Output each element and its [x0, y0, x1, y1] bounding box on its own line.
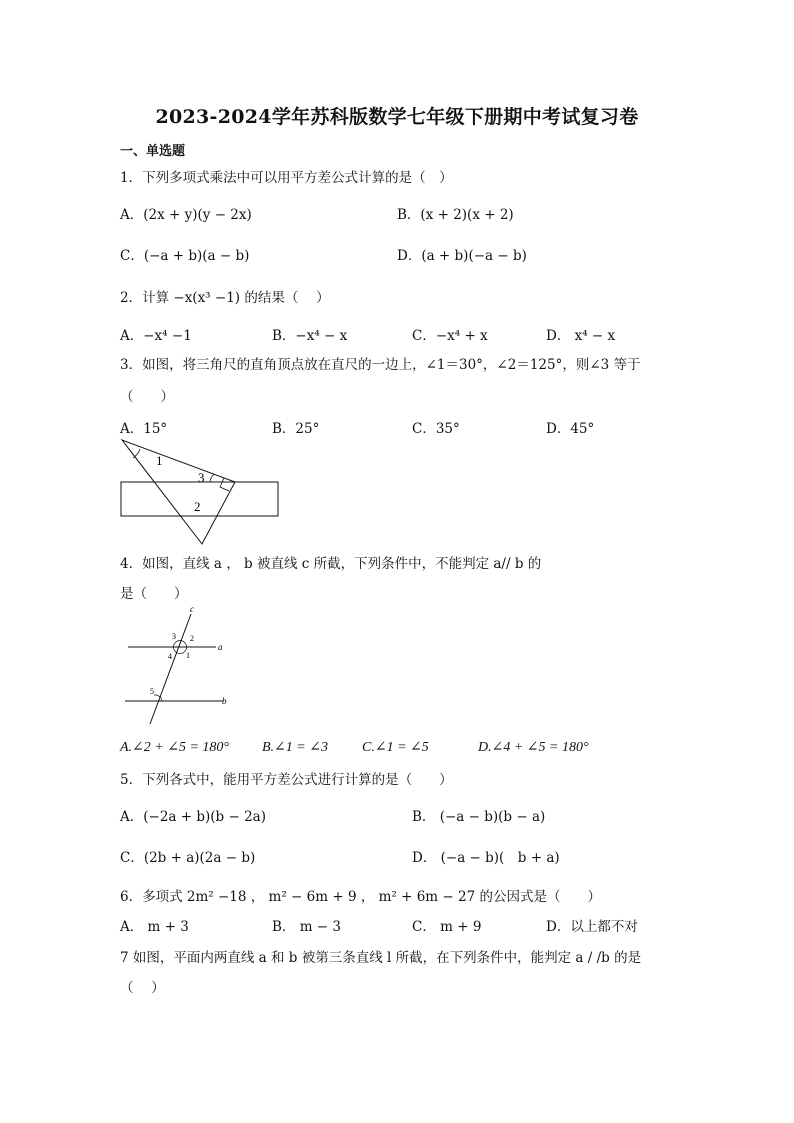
question-6-option-c: C． m + 9: [412, 919, 482, 935]
question-4-option-d: D.∠4 + ∠5 = 180°: [478, 740, 589, 755]
angle-label-3: 3: [198, 470, 205, 485]
question-1-option-d: D．(a + b)(−a − b): [397, 248, 527, 264]
angle-label-1: 1: [186, 651, 190, 660]
angle-label-3: 3: [172, 632, 176, 641]
question-2-option-d: D． x⁴ − x: [546, 328, 616, 344]
line-label-a: a: [218, 642, 223, 652]
question-1-stem: 1．下列多项式乘法中可以用平方差公式计算的是（ ）: [120, 170, 453, 186]
question-3-stem: 3．如图，将三角尺的直角顶点放在直尺的一边上，∠1＝30°，∠2＝125°，则∠3 等于: [120, 357, 641, 373]
angle-label-4: 4: [168, 652, 172, 661]
line-label-b: b: [222, 696, 227, 706]
question-4-figure: [118, 600, 238, 728]
right-angle-mark: [220, 478, 229, 491]
angle-label-5: 5: [150, 687, 154, 696]
question-7-stem-cont: （ ）: [120, 980, 165, 996]
question-3-option-a: A．15°: [120, 421, 168, 437]
angle-3-arc: [210, 474, 214, 482]
angle-label-2: 2: [190, 634, 194, 643]
question-5-stem: 5．下列各式中，能用平方差公式进行计算的是（ ）: [120, 772, 453, 788]
question-1-option-b: B．(x + 2)(x + 2): [397, 207, 514, 223]
question-6-option-d: D．以上都不对: [546, 919, 638, 935]
question-3-option-c: C．35°: [412, 421, 460, 437]
question-2-option-b: B．−x⁴ − x: [272, 328, 348, 344]
question-3-option-d: D．45°: [546, 421, 595, 437]
question-4-option-a: A.∠2 + ∠5 = 180°: [120, 740, 230, 755]
question-2-option-c: C．−x⁴ + x: [412, 328, 488, 344]
question-5-option-c: C．(2b + a)(2a − b): [120, 850, 256, 866]
question-5-option-b: B． (−a − b)(b − a): [412, 809, 546, 825]
question-5-option-d: D． (−a − b)( b + a): [412, 850, 560, 866]
question-1-option-c: C．(−a + b)(a − b): [120, 248, 250, 264]
question-2-option-a: A．−x⁴ −1: [120, 328, 192, 344]
page-title: 2023-2024学年苏科版数学七年级下册期中考试复习卷: [155, 106, 639, 128]
section-heading: 一、单选题: [120, 144, 186, 159]
question-4-option-c: C.∠1 = ∠5: [362, 740, 429, 755]
angle-1-arc: [133, 449, 140, 458]
triangle-ruler-shape: [122, 440, 235, 544]
question-7-stem: 7 如图，平面内两直线 a 和 b 被第三条直线 l 所截，在下列条件中，能判定 a / /b 的是: [120, 950, 642, 966]
question-4-stem-cont: 是（ ）: [120, 586, 188, 602]
question-3-figure: [118, 436, 288, 548]
angle-label-1: 1: [156, 453, 163, 468]
question-4-option-b: B.∠1 = ∠3: [262, 740, 328, 755]
question-3-option-b: B．25°: [272, 421, 320, 437]
question-1-option-a: A．(2x + y)(y − 2x): [120, 207, 252, 223]
question-6-option-b: B． m − 3: [272, 919, 341, 935]
question-3-stem-cont: （ ）: [120, 389, 174, 405]
question-2-stem: 2．计算 −x(x³ −1) 的结果（ ）: [120, 290, 330, 306]
question-6-stem: 6．多项式 2m² −18 ， m² − 6m + 9 ， m² + 6m − 27 的公因式是（ ）: [120, 889, 601, 905]
question-6-option-a: A． m + 3: [120, 919, 189, 935]
line-c: [150, 614, 191, 724]
angle-label-2: 2: [194, 499, 201, 514]
line-label-c: c: [190, 604, 194, 614]
question-4-stem: 4．如图，直线 a ， b 被直线 c 所截，下列条件中，不能判定 a// b 的: [120, 556, 542, 572]
question-5-option-a: A．(−2a + b)(b − 2a): [120, 809, 266, 825]
